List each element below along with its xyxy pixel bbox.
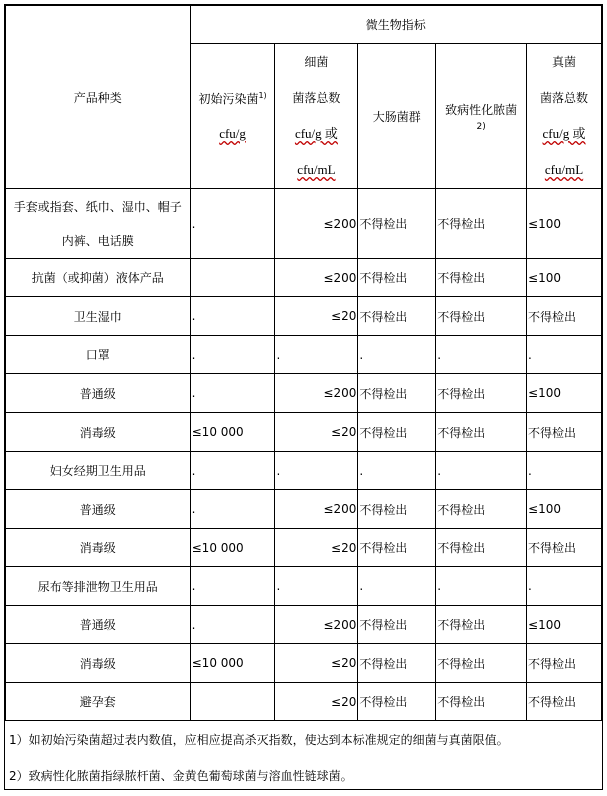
pathogen-cell: . [436, 336, 527, 374]
fungi-cell: . [527, 567, 602, 606]
footnotes [5, 717, 602, 790]
footnote-1: 1）如初始污染菌超过表内数值，应相应提高杀灭指数，使达到本标准规定的细菌与真菌限值。 [9, 733, 509, 747]
coliform-cell: 不得检出 [358, 490, 436, 529]
initial-cell: ≤10 000 [190, 644, 275, 683]
header-pathogen [436, 44, 527, 189]
pathogen-cell: 不得检出 [436, 490, 527, 529]
pathogen-cell: 不得检出 [436, 413, 527, 452]
coliform-cell: 不得检出 [358, 297, 436, 336]
initial-cell [190, 683, 275, 721]
initial-cell: ≤10 000 [190, 529, 275, 567]
fungi-cell: . [527, 452, 602, 490]
fungi-cell: 不得检出 [527, 297, 602, 336]
table-row [6, 259, 602, 297]
header-initial-unit: cfu/g [219, 126, 246, 141]
bacteria-cell: ≤200 [275, 374, 358, 413]
table-row [6, 683, 602, 721]
initial-cell: . [190, 297, 275, 336]
pathogen-cell: 不得检出 [436, 606, 527, 644]
pathogen-cell: 不得检出 [436, 644, 527, 683]
fungi-cell: ≤100 [527, 490, 602, 529]
product-category-cell: 抗菌（或抑菌）液体产品 [6, 259, 191, 297]
bacteria-cell: ≤200 [275, 606, 358, 644]
coliform-cell: 不得检出 [358, 413, 436, 452]
initial-cell: ≤10 000 [190, 413, 275, 452]
bacteria-cell: ≤200 [275, 189, 358, 259]
footnote-2: 2）致病性化脓菌指绿脓杆菌、金黄色葡萄球菌与溶血性链球菌。 [9, 769, 353, 783]
coliform-cell: 不得检出 [358, 606, 436, 644]
fungi-cell: 不得检出 [527, 413, 602, 452]
header-fungi-count [527, 44, 602, 189]
table-row [6, 567, 602, 606]
coliform-cell: . [358, 452, 436, 490]
bacteria-cell: . [275, 336, 358, 374]
fungi-cell: ≤100 [527, 374, 602, 413]
header-bacteria-line1: 细菌 [304, 55, 329, 69]
fungi-cell: 不得检出 [527, 644, 602, 683]
coliform-cell: 不得检出 [358, 259, 436, 297]
initial-cell: . [190, 567, 275, 606]
product-category-cell: 消毒级 [6, 644, 191, 683]
pathogen-cell: 不得检出 [436, 529, 527, 567]
table-row [6, 490, 602, 529]
bacteria-cell: ≤200 [275, 259, 358, 297]
pathogen-cell: 不得检出 [436, 374, 527, 413]
footnote-ref-1: 1) [258, 91, 267, 100]
fungi-cell: ≤100 [527, 606, 602, 644]
fungi-cell: ≤100 [527, 259, 602, 297]
header-bacteria-line3: cfu/g 或 [294, 126, 338, 141]
header-fungi-line3: cfu/g 或 [542, 126, 586, 141]
table-row [6, 413, 602, 452]
fungi-cell: ≤100 [527, 189, 602, 259]
initial-cell: . [190, 336, 275, 374]
product-category-cell: 卫生湿巾 [6, 297, 191, 336]
initial-cell: . [190, 606, 275, 644]
coliform-cell: 不得检出 [358, 683, 436, 721]
category-line: 内裤、电话膜 [61, 233, 134, 248]
header-microbial-indicators: 微生物指标 [190, 6, 601, 44]
header-bacteria-line2: 菌落总数 [292, 91, 341, 105]
fungi-cell: . [527, 336, 602, 374]
bacteria-cell: ≤20 [275, 683, 358, 721]
header-initial-contamination [190, 44, 275, 189]
header-coliform: 大肠菌群 [358, 44, 436, 189]
product-category-cell: 避孕套 [6, 683, 191, 721]
product-category-cell: 消毒级 [6, 413, 191, 452]
table-row [6, 452, 602, 490]
fungi-cell: 不得检出 [527, 529, 602, 567]
initial-cell: . [190, 452, 275, 490]
microbial-indicator-table [5, 5, 602, 721]
bacteria-cell: . [275, 567, 358, 606]
header-initial-name: 初始污染菌 [198, 92, 259, 106]
coliform-cell: 不得检出 [358, 644, 436, 683]
header-product-category: 产品种类 [6, 6, 191, 189]
footnote-ref-2: 2) [476, 121, 486, 132]
table-row [6, 644, 602, 683]
coliform-cell: . [358, 567, 436, 606]
header-bacteria-count [275, 44, 358, 189]
standard-table-sheet [4, 4, 603, 790]
header-pathogen-name: 致病性化脓菌 [445, 102, 518, 117]
bacteria-cell: ≤20 [275, 529, 358, 567]
table-row [6, 374, 602, 413]
product-category-cell: 普通级 [6, 606, 191, 644]
header-fungi-line1: 真菌 [552, 55, 577, 69]
pathogen-cell: . [436, 452, 527, 490]
product-category-cell: 口罩 [6, 336, 191, 374]
product-category-cell: 消毒级 [6, 529, 191, 567]
table-row [6, 336, 602, 374]
product-category-cell: 尿布等排泄物卫生用品 [6, 567, 191, 606]
pathogen-cell: 不得检出 [436, 297, 527, 336]
table-row [6, 297, 602, 336]
table-row [6, 606, 602, 644]
initial-cell [190, 259, 275, 297]
pathogen-cell: 不得检出 [436, 259, 527, 297]
bacteria-cell: ≤20 [275, 413, 358, 452]
pathogen-cell: 不得检出 [436, 189, 527, 259]
bacteria-cell: ≤200 [275, 490, 358, 529]
bacteria-cell: ≤20 [275, 644, 358, 683]
bacteria-cell: ≤20 [275, 297, 358, 336]
table-row [6, 529, 602, 567]
bacteria-cell: . [275, 452, 358, 490]
fungi-cell: 不得检出 [527, 683, 602, 721]
coliform-cell: 不得检出 [358, 189, 436, 259]
header-fungi-line4: cfu/mL [544, 162, 584, 177]
initial-cell: . [190, 374, 275, 413]
pathogen-cell: . [436, 567, 527, 606]
header-fungi-line2: 菌落总数 [540, 91, 589, 105]
initial-cell: . [190, 189, 275, 259]
header-bacteria-line4: cfu/mL [297, 162, 336, 177]
coliform-cell: . [358, 336, 436, 374]
product-category-cell: 妇女经期卫生用品 [6, 452, 191, 490]
table-row [6, 189, 602, 259]
coliform-cell: 不得检出 [358, 374, 436, 413]
pathogen-cell: 不得检出 [436, 683, 527, 721]
coliform-cell: 不得检出 [358, 529, 436, 567]
product-category-cell: 普通级 [6, 374, 191, 413]
initial-cell: . [190, 490, 275, 529]
product-category-cell [6, 189, 191, 259]
product-category-cell: 普通级 [6, 490, 191, 529]
category-line: 手套或指套、纸巾、湿巾、帽子 [13, 199, 182, 214]
